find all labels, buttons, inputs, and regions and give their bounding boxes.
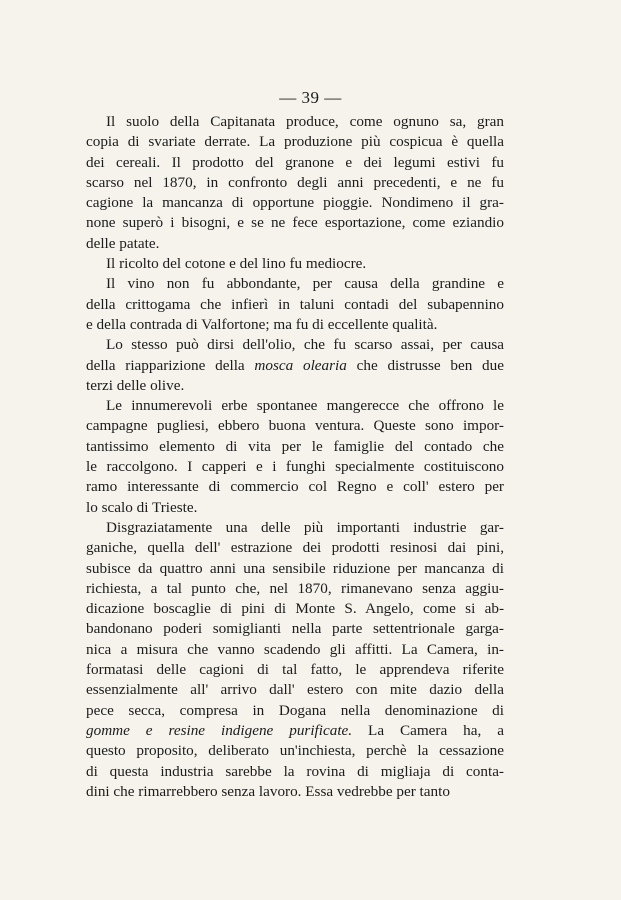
text-line: essenzialmente all' arrivo dall' estero con mite dazio della xyxy=(86,681,504,699)
text-line: formatasi delle cagioni di tal fatto, le apprendeva riferite xyxy=(86,661,504,679)
text-line: tantissimo elemento di vita per le famiglie del contado che xyxy=(86,437,504,455)
text-line: scarso nel 1870, in confronto degli anni precedenti, e ne fu xyxy=(86,173,504,191)
text-line: dini che rimarrebbero senza lavoro. Essa vedrebbe per tanto xyxy=(86,782,450,800)
text-line: copia di svariate derrate. La produzione più cospicua è quella xyxy=(86,133,504,151)
paragraph xyxy=(86,396,504,518)
text-line: Lo stesso può dirsi dell'olio, che fu scarso assai, per causa xyxy=(106,336,504,354)
text-line: e della contrada di Valfortone; ma fu di eccellente qualità. xyxy=(86,315,438,333)
body-text xyxy=(86,112,504,802)
text-line: questo proposito, deliberato un'inchiesta, perchè la cessazione xyxy=(86,742,504,760)
page-number: — 39 — xyxy=(279,88,342,107)
text-line: none superò i bisogni, e se ne fece esportazione, come eziandio xyxy=(86,214,504,232)
text-line: della riapparizione della mosca olearia che distrusse ben due xyxy=(86,356,504,374)
text-line: subisce da quattro anni una sensibile riduzione per mancanza di xyxy=(86,559,504,577)
text-line: cagione la mancanza di opportune pioggie. Nondimeno il gra- xyxy=(86,194,504,212)
text-line: bandonano poderi somiglianti nella parte settentrionale garga- xyxy=(86,620,504,638)
paragraph xyxy=(86,335,504,396)
paragraph xyxy=(86,274,504,335)
text-line: dei cereali. Il prodotto del granone e dei legumi estivi fu xyxy=(86,153,504,171)
text-line: della crittogama che infierì in taluni contadi del subapennino xyxy=(86,295,504,313)
text-line: Il ricolto del cotone e del lino fu mediocre. xyxy=(106,255,367,273)
text-line: di questa industria sarebbe la rovina di migliaja di conta- xyxy=(86,762,504,780)
text-line: Disgraziatamente una delle più importanti industrie gar- xyxy=(106,518,504,536)
text-line: terzi delle olive. xyxy=(86,376,185,394)
text-line: nica a misura che vanno scadendo gli affitti. La Camera, in- xyxy=(86,640,504,658)
paragraph xyxy=(86,254,504,274)
paragraph xyxy=(86,518,504,802)
text-line: delle patate. xyxy=(86,234,160,252)
text-line: dicazione boscaglie di pini di Monte S. Angelo, come si ab- xyxy=(86,600,504,618)
italic-term: mosca olearia xyxy=(254,356,347,374)
text-line: pece secca, compresa in Dogana nella denominazione di xyxy=(86,701,504,719)
paragraph xyxy=(86,112,504,254)
text-line: ganiche, quella dell' estrazione dei prodotti resinosi dai pini, xyxy=(86,539,504,557)
text-line: campagne pugliesi, ebbero buona ventura. Queste sono impor- xyxy=(86,417,504,435)
text-line: gomme e resine indigene purificate. La Camera ha, a xyxy=(86,721,504,739)
text-line: Le innumerevoli erbe spontanee mangerecce che offrono le xyxy=(106,397,504,415)
text-line: Il suolo della Capitanata produce, come ognuno sa, gran xyxy=(106,113,504,130)
text-line: lo scalo di Trieste. xyxy=(86,498,198,516)
text-line: Il vino non fu abbondante, per causa della grandine e xyxy=(106,275,504,293)
text-line: ramo interessante di commercio col Regno e coll' estero per xyxy=(86,478,504,496)
text-line: richiesta, a tal punto che, nel 1870, rimanevano senza aggiu- xyxy=(86,579,504,597)
text-line: le raccolgono. I capperi e i funghi specialmente costituiscono xyxy=(86,458,504,476)
italic-term: gomme e resine indigene purificate. xyxy=(86,721,353,739)
